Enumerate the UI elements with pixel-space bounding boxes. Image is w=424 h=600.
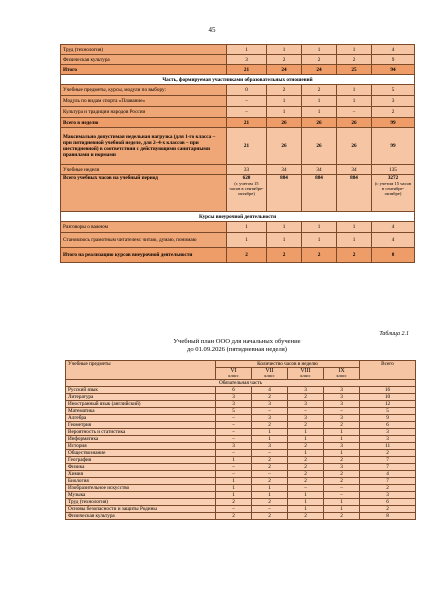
section-heading: Курсы внеурочной деятельности xyxy=(61,212,415,222)
row-value: 3 xyxy=(324,386,360,393)
row-label: Максимально допустимая недельная нагрузка (для 1-го класса – при пятидневной учебной неделе, для 2–4-х классов – при шестидневной) в соответствии с действующими санитарными правилами и нормами xyxy=(61,128,227,165)
table-row xyxy=(61,45,415,55)
row-value: 3 xyxy=(216,393,252,400)
row-value: 34 xyxy=(302,165,337,175)
row-value: 3 xyxy=(288,386,324,393)
row-value: 2 xyxy=(288,463,324,470)
table-row xyxy=(66,386,416,393)
row-value: 21 xyxy=(227,128,267,165)
row-label: Учебные предметы, курсы, модули по выбору: xyxy=(61,85,227,96)
table-row xyxy=(61,85,415,96)
row-label: Информатика xyxy=(66,435,216,442)
row-value: 2 xyxy=(324,512,360,519)
row-value: 1 xyxy=(252,491,288,498)
row-value: 2 xyxy=(372,107,415,118)
row-value: 5 xyxy=(216,407,252,414)
curriculum-table-basic xyxy=(65,360,416,520)
row-value: 1 xyxy=(324,428,360,435)
row-label: География xyxy=(66,456,216,463)
row-value: – xyxy=(252,470,288,477)
row-value: 1 xyxy=(324,505,360,512)
row-label: Вероятность и статистика xyxy=(66,428,216,435)
row-value: 26 xyxy=(302,128,337,165)
table-row xyxy=(66,512,416,519)
row-label: Становлюсь грамотным читателем: читаю, думаю, понимаю xyxy=(61,233,227,248)
row-value: – xyxy=(252,407,288,414)
row-value: 1 xyxy=(288,498,324,505)
row-value: 26 xyxy=(337,128,372,165)
row-value: – xyxy=(216,449,252,456)
row-value: 2 xyxy=(252,463,288,470)
grade-word: класс xyxy=(336,373,347,378)
row-value: 135 xyxy=(372,165,415,175)
row-value: 3 xyxy=(360,491,416,498)
total-value: 3272 xyxy=(387,175,399,181)
row-value: 3 xyxy=(324,400,360,407)
row-value: 1 xyxy=(288,449,324,456)
row-value: 2 xyxy=(360,484,416,491)
row-value: 10 xyxy=(360,393,416,400)
row-label: Физическая культура xyxy=(61,55,227,65)
row-value: 24 xyxy=(302,65,337,75)
row-label: Русский язык xyxy=(66,386,216,393)
grade-word: класс xyxy=(228,373,239,378)
table-row xyxy=(61,107,415,118)
table-row xyxy=(66,505,416,512)
row-value: 1 xyxy=(252,428,288,435)
grade-number: IX xyxy=(338,368,345,374)
row-value: – xyxy=(216,428,252,435)
row-value: 4 xyxy=(372,45,415,55)
row-value: 4 xyxy=(360,470,416,477)
row-value: 3 xyxy=(324,463,360,470)
row-value: 2 xyxy=(360,505,416,512)
table-row xyxy=(61,128,415,165)
row-value: 1 xyxy=(288,491,324,498)
grade-header xyxy=(252,368,288,380)
row-value: 3 xyxy=(288,414,324,421)
total-note: (с учетом 15 часов в сентябре-октябре) xyxy=(229,181,264,196)
row-value: 2 xyxy=(302,248,337,263)
row-label: Физика xyxy=(66,463,216,470)
section-heading: Часть, формируемая участниками образовательных отношений xyxy=(61,75,415,85)
section-row xyxy=(61,75,415,85)
row-value: 4 xyxy=(372,222,415,233)
row-value: 7 xyxy=(360,477,416,484)
row-value: 2 xyxy=(337,55,372,65)
row-value: 1 xyxy=(227,222,267,233)
row-label: Основы безопасности и защиты Родины xyxy=(66,505,216,512)
row-value: 1 xyxy=(216,477,252,484)
row-value: 1 xyxy=(324,449,360,456)
table-row xyxy=(61,175,415,212)
row-value: 2 xyxy=(302,55,337,65)
row-value: 3 xyxy=(216,400,252,407)
row-value: 1 xyxy=(302,233,337,248)
row-value: 1 xyxy=(267,96,302,107)
row-label: Литература xyxy=(66,393,216,400)
grade-word: класс xyxy=(300,373,311,378)
table-row xyxy=(66,414,416,421)
row-value: – xyxy=(216,470,252,477)
row-value: 26 xyxy=(302,118,337,128)
row-value: 1 xyxy=(288,428,324,435)
row-value: – xyxy=(227,96,267,107)
table-row xyxy=(66,470,416,477)
row-value: 26 xyxy=(337,118,372,128)
row-value: 2 xyxy=(324,470,360,477)
row-value: 2 xyxy=(324,421,360,428)
row-value: 33 xyxy=(227,165,267,175)
row-value: 1 xyxy=(267,233,302,248)
row-label: Биология xyxy=(66,477,216,484)
row-value: 1 xyxy=(302,222,337,233)
row-value: 34 xyxy=(337,165,372,175)
row-value: 4 xyxy=(372,233,415,248)
row-label: Всего в неделю xyxy=(61,118,227,128)
row-value: 3 xyxy=(252,442,288,449)
row-value: 2 xyxy=(288,470,324,477)
table-row xyxy=(66,421,416,428)
row-value: – xyxy=(337,107,372,118)
table-row xyxy=(61,65,415,75)
table-row xyxy=(66,498,416,505)
row-value: 3 xyxy=(324,442,360,449)
row-label: Труд (технология) xyxy=(61,45,227,55)
row-label: Математика xyxy=(66,407,216,414)
row-value: 7 xyxy=(360,456,416,463)
row-value: 5 xyxy=(372,85,415,96)
row-value: 2 xyxy=(288,512,324,519)
row-value: – xyxy=(252,505,288,512)
row-label: Алгебра xyxy=(66,414,216,421)
row-value: 1 xyxy=(216,484,252,491)
table-row xyxy=(66,407,416,414)
table-row xyxy=(61,233,415,248)
header-subjects: Учебные предметы xyxy=(66,361,216,380)
section-heading: Обязательная часть xyxy=(66,379,416,386)
table-row xyxy=(61,248,415,263)
row-value: 3 xyxy=(252,400,288,407)
row-value: 1 xyxy=(337,222,372,233)
page-number: 45 xyxy=(208,26,216,34)
row-value: 4 xyxy=(252,386,288,393)
row-value: 1 xyxy=(302,107,337,118)
total-value: 620 xyxy=(242,175,251,181)
row-value: 3 xyxy=(216,442,252,449)
table-row xyxy=(66,484,416,491)
row-value: 1 xyxy=(302,96,337,107)
row-value: 2 xyxy=(337,248,372,263)
row-value: 6 xyxy=(216,386,252,393)
row-value: 2 xyxy=(252,421,288,428)
row-label: Геометрия xyxy=(66,421,216,428)
row-label: Итого xyxy=(61,65,227,75)
row-value: – xyxy=(324,491,360,498)
row-label: Химия xyxy=(66,470,216,477)
row-label: Физическая культура xyxy=(66,512,216,519)
table2-title xyxy=(60,338,414,354)
total-note: (с учетом 15 часов в сентябре-октябре) xyxy=(374,181,412,196)
row-value: 3 xyxy=(288,400,324,407)
row-value: 1 xyxy=(337,45,372,55)
row-label: Культура и традиции народов России xyxy=(61,107,227,118)
grade-number: VIII xyxy=(300,368,311,374)
table-row xyxy=(66,400,416,407)
header-hours: Количество часов в неделю xyxy=(216,361,360,368)
row-value: 1 xyxy=(252,435,288,442)
row-value: 2 xyxy=(288,421,324,428)
row-value: 94 xyxy=(372,65,415,75)
row-value: 1 xyxy=(267,107,302,118)
row-value: 25 xyxy=(337,65,372,75)
row-value: 1 xyxy=(227,45,267,55)
row-value: 24 xyxy=(267,65,302,75)
row-label: Всего учебных часов на учебный период xyxy=(61,175,227,212)
row-value: 9 xyxy=(360,414,416,421)
row-value: 6 xyxy=(360,498,416,505)
row-value: 21 xyxy=(227,65,267,75)
row-label: Музыка xyxy=(66,491,216,498)
row-label: Иностранный язык (английский) xyxy=(66,400,216,407)
row-value: – xyxy=(324,407,360,414)
table-row xyxy=(66,428,416,435)
table-row xyxy=(66,449,416,456)
row-value: – xyxy=(324,484,360,491)
row-value: 9 xyxy=(372,55,415,65)
row-value: 1 xyxy=(267,45,302,55)
row-value: 2 xyxy=(324,477,360,484)
grade-number: VII xyxy=(265,368,274,374)
row-value: 8 xyxy=(360,512,416,519)
row-value: 3 xyxy=(372,96,415,107)
row-value xyxy=(227,175,267,212)
row-value: 99 xyxy=(372,128,415,165)
row-value: 2 xyxy=(252,477,288,484)
row-label: Итого на реализацию курсов внеурочной деятельности xyxy=(61,248,227,263)
row-value: – xyxy=(252,449,288,456)
row-label: Обществознание xyxy=(66,449,216,456)
row-value: 2 xyxy=(216,498,252,505)
row-value: 2 xyxy=(267,85,302,96)
row-value: 3 xyxy=(360,428,416,435)
row-value: 3 xyxy=(252,414,288,421)
row-value: 2 xyxy=(288,477,324,484)
row-value: 0 xyxy=(227,85,267,96)
row-value: 1 xyxy=(324,435,360,442)
row-value: – xyxy=(227,107,267,118)
table-row xyxy=(61,165,415,175)
row-value: – xyxy=(216,505,252,512)
row-value: 1 xyxy=(252,484,288,491)
row-value: 3 xyxy=(324,414,360,421)
row-value: 2 xyxy=(252,456,288,463)
row-value: 2 xyxy=(216,512,252,519)
table-row xyxy=(66,442,416,449)
row-value: 1 xyxy=(227,233,267,248)
section-row xyxy=(66,379,416,386)
row-value: 1 xyxy=(267,222,302,233)
row-value: 2 xyxy=(252,393,288,400)
row-value: 2 xyxy=(288,456,324,463)
table-row xyxy=(66,393,416,400)
row-value: – xyxy=(216,463,252,470)
row-value: 7 xyxy=(360,463,416,470)
row-value: 26 xyxy=(267,118,302,128)
row-value: – xyxy=(288,484,324,491)
row-value: 1 xyxy=(302,45,337,55)
row-value: 16 xyxy=(360,386,416,393)
curriculum-table-primary xyxy=(60,44,415,263)
row-label: Изобразительное искусство xyxy=(66,484,216,491)
row-value: 1 xyxy=(337,96,372,107)
table-row xyxy=(66,477,416,484)
row-value: 5 xyxy=(360,407,416,414)
row-value: – xyxy=(216,414,252,421)
row-value: 1 xyxy=(216,456,252,463)
row-value: – xyxy=(216,421,252,428)
row-value: 2 xyxy=(267,55,302,65)
table-row xyxy=(66,491,416,498)
row-value: 2 xyxy=(267,248,302,263)
table-row xyxy=(66,463,416,470)
table2-title-line2: до 01.09.2026 (пятидневная неделя) xyxy=(186,346,288,353)
row-value: 2 xyxy=(288,393,324,400)
row-value: 8 xyxy=(372,248,415,263)
row-value: 34 xyxy=(267,165,302,175)
section-row xyxy=(61,212,415,222)
table-row xyxy=(66,456,416,463)
grade-number: VI xyxy=(230,368,237,374)
row-value: 2 xyxy=(252,512,288,519)
table2-title-line1: Учебный план ООО для начальных обучение xyxy=(173,338,301,345)
row-value: 3 xyxy=(360,435,416,442)
grade-header xyxy=(288,368,324,380)
row-value: – xyxy=(216,435,252,442)
row-value: 2 xyxy=(324,456,360,463)
row-label: Модуль по видам спорта «Плавание» xyxy=(61,96,227,107)
header-row xyxy=(66,361,416,368)
row-value: 11 xyxy=(360,442,416,449)
row-value: 3 xyxy=(324,393,360,400)
row-value: 2 xyxy=(360,449,416,456)
row-value: 6 xyxy=(360,421,416,428)
row-value: 1 xyxy=(337,85,372,96)
header-total: Всего xyxy=(360,361,416,380)
table-row xyxy=(61,118,415,128)
row-value: 1 xyxy=(337,233,372,248)
row-label: Труд (технология) xyxy=(66,498,216,505)
row-value: 1 xyxy=(324,498,360,505)
row-value: 1 xyxy=(288,505,324,512)
row-value: 884 xyxy=(267,175,302,212)
table-row xyxy=(61,96,415,107)
grade-header xyxy=(216,368,252,380)
row-value: 3 xyxy=(227,55,267,65)
row-value: 2 xyxy=(252,498,288,505)
row-value: 2 xyxy=(288,442,324,449)
row-value: 2 xyxy=(227,248,267,263)
row-value: 1 xyxy=(288,435,324,442)
row-label: История xyxy=(66,442,216,449)
row-value: 99 xyxy=(372,118,415,128)
table-row xyxy=(61,55,415,65)
row-value: 12 xyxy=(360,400,416,407)
row-label: Разговоры о важном xyxy=(61,222,227,233)
grade-word: класс xyxy=(264,373,275,378)
row-value: 21 xyxy=(227,118,267,128)
table-label: Таблица 2.1 xyxy=(379,331,409,337)
table-row xyxy=(66,435,416,442)
table-row xyxy=(61,222,415,233)
grade-header xyxy=(324,368,360,380)
row-value: 26 xyxy=(267,128,302,165)
row-value xyxy=(372,175,415,212)
row-value: 884 xyxy=(302,175,337,212)
row-label: Учебные недели xyxy=(61,165,227,175)
row-value: – xyxy=(288,407,324,414)
row-value: 2 xyxy=(302,85,337,96)
row-value: 1 xyxy=(216,491,252,498)
row-value: 884 xyxy=(337,175,372,212)
